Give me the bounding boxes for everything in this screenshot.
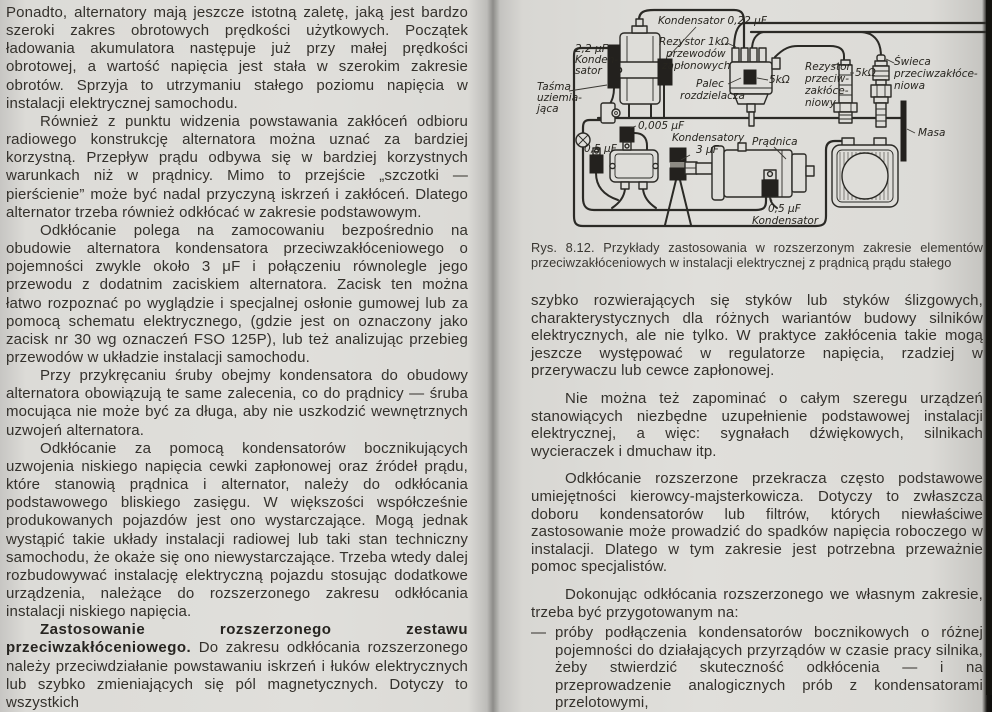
section-heading-inline: Zastosowanie rozszerzonego zestawu przeciwzakłóceniowego. <box>6 621 468 657</box>
horn <box>832 138 898 207</box>
label-rezystorpz-line1: Rezystor <box>805 61 851 73</box>
capacitor-05uf-generator <box>762 180 778 196</box>
capacitors-3uf <box>670 148 686 162</box>
paragraph: Odkłócanie rozszerzone przekracza często podstawowe umiejętności kierowcy-majsterkowicza. Dotyczy to zwłaszcza doboru kondensatorów lub filtrów, których niewłaściwe zastosowanie może prowadzić do spadków napięcia roboczego w instalacji. Dlatego w tym zakresie jest potrzebna przeważnie pomoc specjalistów. <box>531 470 983 576</box>
paragraph-bold-lead <box>6 621 468 712</box>
label-rezystorpz-line4: niowy <box>805 97 836 109</box>
paragraph: Dokonując odkłócania rozszerzonego we własnym zakresie, trzeba być przygotowanym na: <box>531 585 983 621</box>
label-tasma-line2: uziemia- <box>537 92 582 104</box>
label-rezystorpz-line2: przeciw- <box>805 73 850 85</box>
masa-ground-bar <box>901 101 906 161</box>
paragraph-text: Do zakresu odkłócania rozszerzonego należy przeciwdziałanie powstawaniu iskrzeń i łuków elektrycznych lub szybko zmieniających się pól magnetycznych. Dotyczy to wszystkich <box>6 639 468 711</box>
paragraph: Odkłócanie za pomocą kondensatorów bocznikujących uzwojenia niskiego napięcia cewki zapłonowej oraz źródeł prądu, które stanowią prądnica i alternator, należy do odkłócania podstawowego bliskiego zasięgu. W większości współcześnie produkowanych pojazdów jest ono wystarczające. Mogą jednak wystąpić takie układy instalacji radiowej lub taki stan techniczny samochodu, że okaże się ono niewystarczające. Trzeba wtedy dalej rozbudowywać instalację elektryczną pojazdu stosując dodatkowe urządzenia, należące do rozszerzonego zakresu odkłócania instalacji niskiego napięcia. <box>6 439 468 621</box>
label-rezystor1k-line1: Rezystor 1kΩ <box>659 36 729 48</box>
capacitor-0005uf <box>620 127 634 142</box>
paragraph: Odkłócanie polega na zamocowaniu bezpośrednio na obudowie alternatora kondensatora przeciwzakłóceniowego o pojemności zwykle około 3 μF i połączeniu równolegle jego przewodu z dodatnim zaciskiem alternatora. Zacisk ten można łatwo rozpoznać po wyglądzie i specjalnej osłonie gumowej lub za pomocą schematu elektrycznego, (gdzie jest on oznaczony jako zacisk nr 30 wg oznaczeń FSO 125P), lub też analizując przebieg przewodów w układzie instalacji samochodu. <box>6 221 468 366</box>
capacitor-2-2uf <box>608 45 620 88</box>
label-5k-rotor: 5kΩ <box>769 74 790 86</box>
page-edge-shadow <box>986 0 992 695</box>
paragraph: Nie można też zapominać o całym szeregu urządzeń stanowiących niezbędne uzupełnienie podstawowej instalacji elektrycznej, a więc: sygnałach dźwiękowych, silnikach wycieraczek i dmuchaw itp. <box>531 389 983 460</box>
distributor <box>730 48 780 126</box>
paragraph: Ponadto, alternatory mają jeszcze istotną zaletę, jaką jest bardzo szeroki zakres obrotowych prędkości użytkowych. Początek ładowania akumulatora następuje już przy małej prędkości obrotowej, a wartość napięcia jest stała w szerokim zakresie obrotów. Sprzyja to utrzymaniu stałego poziomu napięcia w instalacji elektrycznej samochodu. <box>6 4 468 112</box>
label-cap22-line1: 2,2 μF <box>575 43 608 55</box>
label-cap22-line2: Konden- <box>575 54 619 66</box>
capacitor-05uf-regulator <box>590 155 603 173</box>
distributor-rotor <box>744 70 756 84</box>
list-item-text: próby podłączenia kondensatorów bocznikowych o różnej pojemności do działających przyrządów w czasie pracy silnika, żeby stwierdzić skuteczność odkłócenia — i na przeprowadzenie analogicznych prób z kondensatorami przelotowymi, <box>555 624 983 712</box>
right-column <box>531 292 983 712</box>
label-rezystor1k-line3: zapłonowych <box>662 60 731 72</box>
label-rezystor1k-line2: przewodów <box>666 48 726 60</box>
label-swieca-line3: niowa <box>894 80 926 92</box>
left-column <box>6 4 468 712</box>
label-kondensator-022: Kondensator 0,22 μF <box>658 15 767 27</box>
label-palec-line2: rozdzielacza <box>680 90 745 102</box>
label-kondensatory3uf-line1: Kondensatory <box>672 132 745 144</box>
label-palec-line1: Palec <box>696 78 724 90</box>
paragraph: Przy przykręcaniu śruby obejmy kondensatora do obudowy alternatora obowiązują te same zalecenia, co do prądnicy — śruba mocująca nie może być za długa, aby nie uszkodzić wewnętrznych uzwojeń alternatora. <box>6 367 468 439</box>
label-swieca-line1: Świeca <box>894 56 931 68</box>
label-cap05-gen-line2: Kondensator <box>752 215 819 227</box>
label-swieca-line2: przeciwzakłóce- <box>894 68 978 80</box>
label-rezystorpz-line3: zakłóce- <box>805 85 849 97</box>
label-cap0005: 0,005 μF <box>638 120 685 132</box>
label-tasma-line3: jąca <box>537 103 559 115</box>
label-5k-plug: 5kΩ <box>855 67 876 79</box>
paragraph: Również z punktu widzenia powstawania zakłóceń odbioru radiowego konstrukcję alternatora można uznać za bardziej korzystną. Przepływ prądu odbywa się w bardziej korzystnych warunkach niż w prądnicy. Mimo to przejście „szczotki — pierścienie” może być nadal przyczyną iskrzeń i zakłóceń. Dlatego alternator trzeba również odkłócać w zakresie podstawowym. <box>6 112 468 221</box>
label-pradnica: Prądnica <box>752 136 798 148</box>
label-kondensatory3uf-line2: 3 μF <box>696 144 719 156</box>
circuit-diagram <box>528 0 992 235</box>
figure-caption: Rys. 8.12. Przykłady zastosowania w rozszerzonym zakresie elementów przeciwzakłóceniowych w instalacji elektrycznej z prądnicą prądu stałego <box>531 240 983 271</box>
label-cap05-gen-line1: 0,5 μF <box>768 203 801 215</box>
paragraph: szybko rozwierających się styków lub styków ślizgowych, charakterystycznych dla różnych wariantów budowy silników elektrycznych, ale nie tylko. W praktyce zakłócenia takie mogą jeszcze występować w regulatorze napięcia, rzadziej w przerywaczu lub cewce zapłonowej. <box>531 292 983 380</box>
label-tasma-line1: Taśma <box>537 81 571 93</box>
spark-plug <box>871 55 891 127</box>
ground-strap <box>601 103 620 123</box>
label-cap22-line3: sator <box>575 65 602 77</box>
figure-8-12 <box>528 0 992 235</box>
label-masa: Masa <box>918 127 946 139</box>
label-cap05-regulator: 0,5 μF <box>584 143 617 155</box>
list-item <box>531 624 983 712</box>
list-dash: — <box>531 624 547 642</box>
